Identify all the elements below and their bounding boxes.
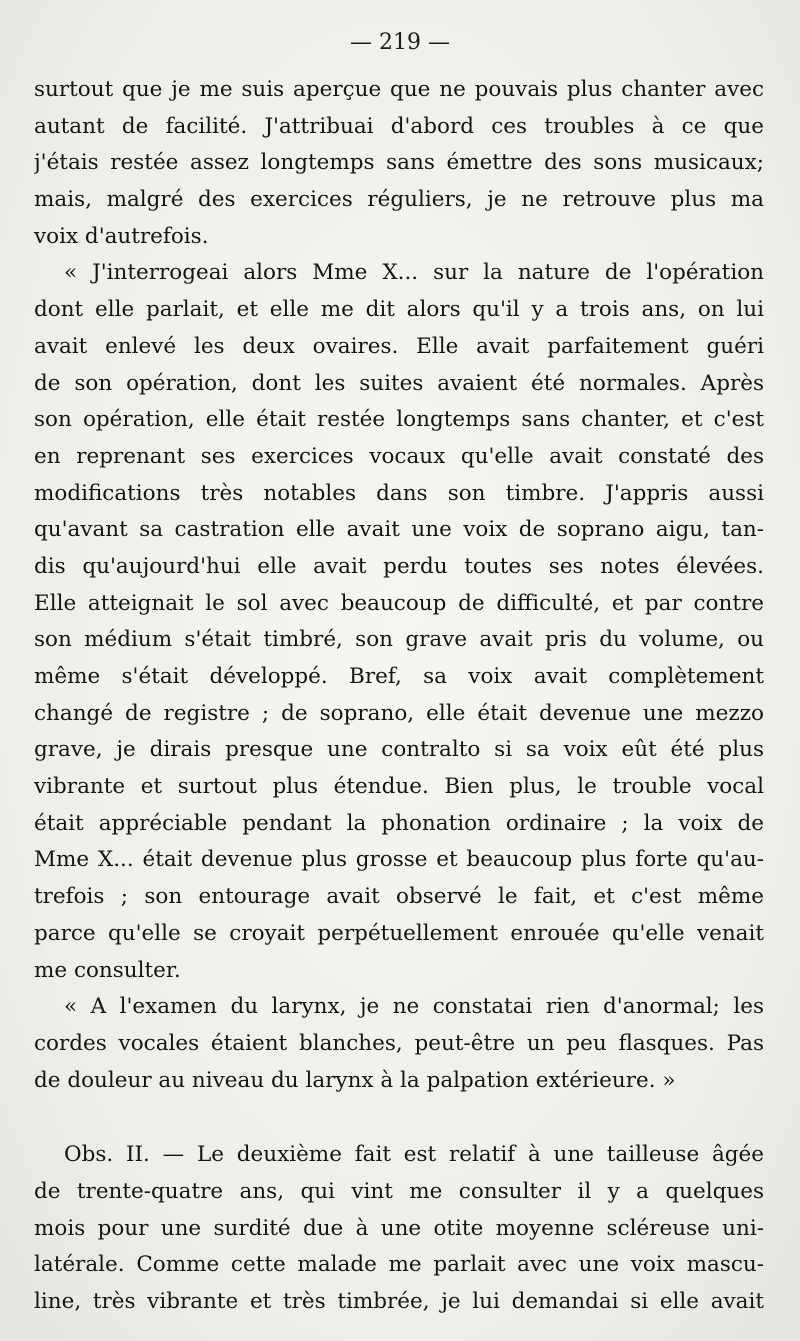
text-line: en reprenant ses exercices vocaux qu'elle avait constaté des <box>34 443 764 469</box>
text-line: changé de registre ; de soprano, elle était devenue une mezzo <box>34 700 764 726</box>
text-line: latérale. Comme cette malade me parlait avec une voix mascu- <box>34 1252 764 1278</box>
text-line: de son opération, dont les suites avaient été normales. Après <box>34 370 764 396</box>
text-line: son opération, elle était restée longtemps sans chanter, et c'est <box>34 407 764 433</box>
text-line: cordes vocales étaient blanches, peut-être un peu flasques. Pas <box>34 1030 764 1056</box>
text-line: trefois ; son entourage avait observé le fait, et c'est même <box>34 884 764 910</box>
text-line: mois pour une surdité due à une otite moyenne scléreuse uni- <box>34 1215 764 1241</box>
text-line: même s'était développé. Bref, sa voix avait complètement <box>34 664 764 689</box>
text-line: me consulter. <box>34 957 181 983</box>
text-line: line, très vibrante et très timbrée, je lui demandai si elle avait <box>34 1289 764 1314</box>
text-line: parce qu'elle se croyait perpétuellement enrouée qu'elle venait <box>34 920 764 946</box>
text-line: dis qu'aujourd'hui elle avait perdu toutes ses notes élevées. <box>34 553 764 579</box>
text-line: modifications très notables dans son timbre. J'appris aussi <box>34 480 764 506</box>
text-line: qu'avant sa castration elle avait une voix de soprano aigu, tan- <box>34 517 764 543</box>
text-line: Elle atteignait le sol avec beaucoup de difficulté, et par contre <box>34 590 764 616</box>
text-line: vibrante et surtout plus étendue. Bien plus, le trouble vocal <box>34 774 764 800</box>
page-number: — 219 — <box>350 30 450 55</box>
text-line: Obs. II. — Le deuxième fait est relatif à une tailleuse âgée <box>64 1142 764 1168</box>
text-line: « A l'examen du larynx, je ne constatai rien d'anormal; les <box>64 994 764 1020</box>
paragraph-gap <box>34 1099 764 1137</box>
text-line: surtout que je me suis aperçue que ne pouvais plus chanter avec <box>34 77 764 102</box>
body-text <box>34 72 764 1321</box>
text-line: de douleur au niveau du larynx à la palpation extérieure. » <box>34 1067 676 1093</box>
text-line: autant de facilité. J'attribuai d'abord ces troubles à ce que <box>34 113 764 139</box>
text-line: avait enlevé les deux ovaires. Elle avait parfaitement guéri <box>34 333 764 359</box>
text-line: mais, malgré des exercices réguliers, je ne retrouve plus ma <box>34 187 764 213</box>
text-line: de trente-quatre ans, qui vint me consulter il y a quelques <box>34 1178 764 1204</box>
text-line: j'étais restée assez longtemps sans émettre des sons musicaux; <box>34 150 764 176</box>
text-line: son médium s'était timbré, son grave avait pris du volume, ou <box>34 627 764 653</box>
text-line: « J'interrogeai alors Mme X... sur la nature de l'opération <box>64 260 764 286</box>
text-line: voix d'autrefois. <box>34 223 209 249</box>
text-line: grave, je dirais presque une contralto si sa voix eût été plus <box>34 737 764 763</box>
text-line: Mme X... était devenue plus grosse et beaucoup plus forte qu'au- <box>34 847 764 873</box>
text-line: était appréciable pendant la phonation ordinaire ; la voix de <box>34 810 764 836</box>
text-line: dont elle parlait, et elle me dit alors qu'il y a trois ans, on lui <box>34 297 764 323</box>
